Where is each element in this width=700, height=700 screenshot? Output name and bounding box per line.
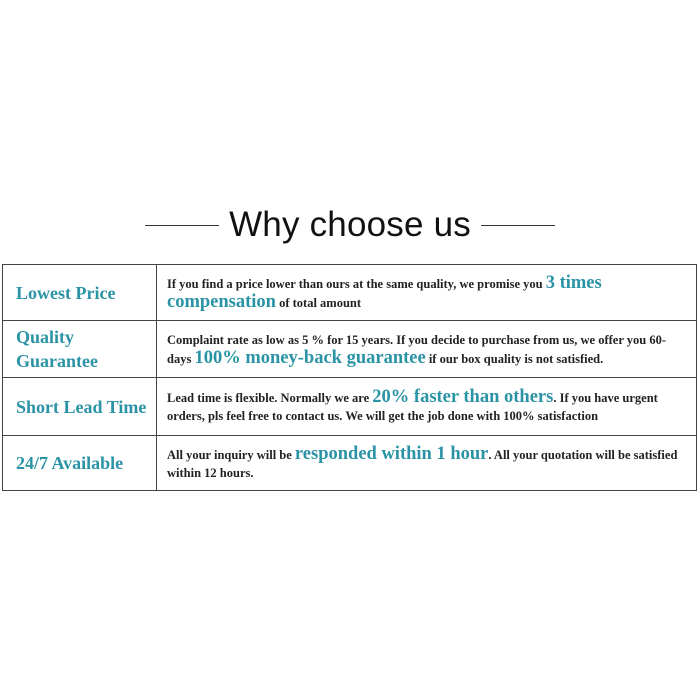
description-text: If you find a price lower than ours at the same quality, we promise you <box>167 276 546 291</box>
description-highlight: responded within 1 hour <box>294 443 489 464</box>
heading-rule-left <box>145 225 219 226</box>
feature-label: Quality Guarantee <box>3 321 157 378</box>
feature-description <box>157 378 697 436</box>
feature-label: Lowest Price <box>3 265 157 321</box>
description-text: if our box quality is not satisfied. <box>425 351 604 366</box>
feature-label: 24/7 Available <box>3 436 157 491</box>
feature-label: Short Lead Time <box>3 378 157 436</box>
section-heading <box>0 202 700 248</box>
description-text: . All your quotation will be satisfied within 12 hours. <box>167 447 678 480</box>
feature-description <box>157 321 697 378</box>
feature-row-short-lead-time <box>3 378 697 436</box>
description-text: All your inquiry will be <box>167 447 295 462</box>
feature-row-quality-guarantee <box>3 321 697 378</box>
description-text: Lead time is flexible. Normally we are <box>167 391 373 405</box>
feature-row-24-7-available <box>3 436 697 491</box>
features-table <box>2 264 697 491</box>
heading-rule-right <box>481 225 555 226</box>
description-highlight: 20% faster than others <box>372 387 554 407</box>
description-highlight: 3 times compensation <box>167 272 602 312</box>
feature-row-lowest-price <box>3 265 697 321</box>
section-title: Why choose us <box>229 205 471 244</box>
feature-description <box>157 265 697 321</box>
description-text: . If you have urgent orders, pls feel free to contact us. We will get the job done with 100% satisfaction <box>167 391 658 423</box>
description-highlight: 100% money-back guarantee <box>194 347 426 368</box>
feature-description <box>157 436 697 491</box>
description-text: of total amount <box>275 295 362 310</box>
description-text: Complaint rate as low as 5 % for 15 years. If you decide to purchase from us, we offer you 60-days <box>167 332 667 366</box>
